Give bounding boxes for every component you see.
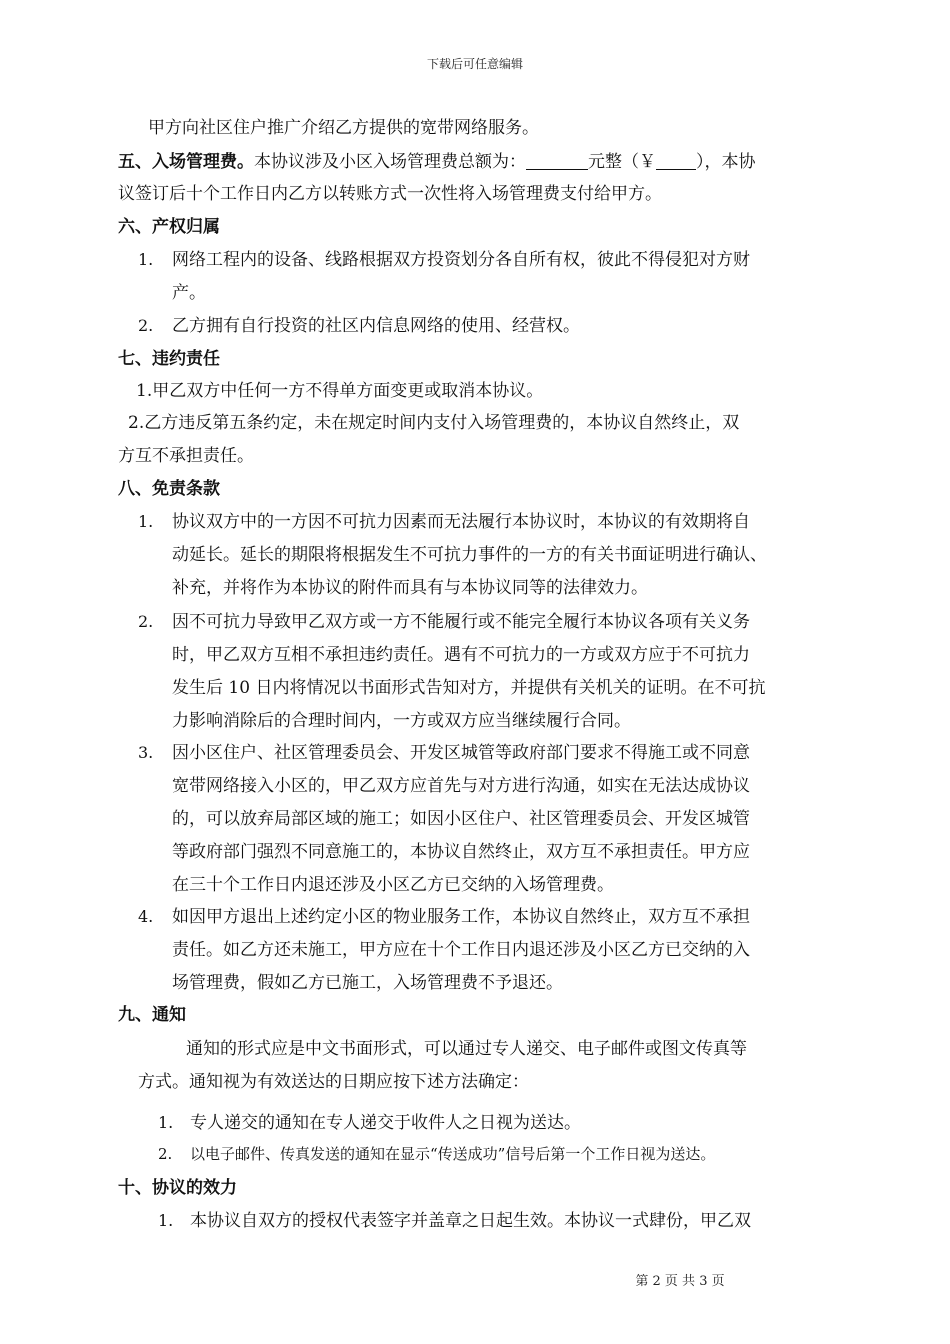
section-5-line-2: 议签订后十个工作日内乙方以转账方式一次性将入场管理费支付给甲方。: [118, 184, 662, 204]
page-header: 下载后可任意编辑: [426, 57, 523, 71]
section-8-item-1-line: 补充，并将作为本协议的附件而具有与本协议同等的法律效力。: [172, 578, 648, 598]
list-number: 3.: [138, 743, 154, 762]
list-number: 2.: [158, 1145, 173, 1163]
section-5-text-b: 元整（￥: [588, 152, 656, 172]
section-6-item-2: 乙方拥有自行投资的社区内信息网络的使用、经营权。: [172, 316, 580, 336]
section-5-text-a: 本协议涉及小区入场管理费总额为：: [254, 152, 526, 172]
section-5-text-c: ），本协: [696, 152, 756, 172]
amount-blank: [526, 151, 588, 170]
list-number: 4.: [138, 907, 154, 926]
amount-number-blank: [656, 151, 696, 170]
section-7-item-2-line-1: 2.乙方违反第五条约定，未在规定时间内支付入场管理费的，本协议自然终止，双: [128, 413, 740, 433]
section-8-item-3-line: 因小区住户、社区管理委员会、开发区城管等政府部门要求不得施工或不同意: [172, 743, 750, 763]
section-9-para-line-2: 方式。通知视为有效送达的日期应按下述方法确定：: [138, 1072, 529, 1092]
list-number: 2.: [138, 612, 154, 631]
section-8-item-2-line: 力影响消除后的合理时间内，一方或双方应当继续履行合同。: [172, 711, 631, 731]
section-8-item-1-line: 动延长。延长的期限将根据发生不可抗力事件的一方的有关书面证明进行确认、: [172, 545, 767, 565]
list-number: 1.: [138, 512, 154, 531]
section-8-item-1-line: 协议双方中的一方因不可抗力因素而无法履行本协议时，本协议的有效期将自: [172, 512, 750, 532]
section-5-title: 五、入场管理费。: [118, 152, 254, 172]
section-7-item-1: 1.甲乙双方中任何一方不得单方面变更或取消本协议。: [136, 381, 544, 401]
section-8-item-3-line: 的，可以放弃局部区域的施工；如因小区住户、社区管理委员会、开发区城管: [172, 809, 750, 829]
section-6-item-1-line-1: 网络工程内的设备、线路根据双方投资划分各自所有权，彼此不得侵犯对方财: [172, 250, 750, 270]
list-number: 1.: [158, 1211, 174, 1230]
page-footer: 第 2 页 共 3 页: [635, 1274, 725, 1289]
intro-line: 甲方向社区住户推广介绍乙方提供的宽带网络服务。: [148, 118, 539, 138]
section-9-item-2: 以电子邮件、传真发送的通知在显示“传送成功”信号后第一个工作日视为送达。: [190, 1145, 716, 1163]
section-8-item-2-line: 时，甲乙双方互相不承担违约责任。遇有不可抗力的一方或双方应于不可抗力: [172, 645, 750, 665]
section-9-item-1: 专人递交的通知在专人递交于收件人之日视为送达。: [190, 1113, 581, 1133]
section-8-item-3-line: 宽带网络接入小区的，甲乙双方应首先与对方进行沟通，如实在无法达成协议: [172, 776, 750, 796]
section-8-item-4-line: 责任。如乙方还未施工，甲方应在十个工作日内退还涉及小区乙方已交纳的入: [172, 940, 750, 960]
section-8-item-2-line: 发生后 10 日内将情况以书面形式告知对方，并提供有关机关的证明。在不可抗: [172, 678, 766, 698]
section-7-title: 七、违约责任: [118, 349, 220, 369]
list-number: 2.: [138, 316, 154, 335]
section-8-item-3-line: 在三十个工作日内退还涉及小区乙方已交纳的入场管理费。: [172, 875, 614, 895]
section-6-title: 六、产权归属: [118, 217, 220, 237]
section-8-item-4-line: 如因甲方退出上述约定小区的物业服务工作，本协议自然终止，双方互不承担: [172, 907, 750, 927]
section-7-item-2-line-2: 方互不承担责任。: [118, 446, 254, 466]
list-number: 1.: [138, 250, 154, 269]
section-10-item-1: 本协议自双方的授权代表签字并盖章之日起生效。本协议一式肆份，甲乙双: [190, 1211, 751, 1231]
section-9-para-line-1: 通知的形式应是中文书面形式，可以通过专人递交、电子邮件或图文传真等: [186, 1039, 747, 1059]
section-6-item-1-line-2: 产。: [172, 283, 206, 303]
section-8-item-3-line: 等政府部门强烈不同意施工的，本协议自然终止，双方互不承担责任。甲方应: [172, 842, 750, 862]
section-8-item-4-line: 场管理费，假如乙方已施工，入场管理费不予退还。: [172, 973, 563, 993]
list-number: 1.: [158, 1113, 174, 1132]
section-9-title: 九、通知: [118, 1005, 186, 1025]
section-10-title: 十、协议的效力: [118, 1178, 237, 1198]
section-8-item-2-line: 因不可抗力导致甲乙双方或一方不能履行或不能完全履行本协议各项有关义务: [172, 612, 750, 632]
section-5-line-1: [118, 150, 756, 174]
section-8-title: 八、免责条款: [118, 479, 220, 499]
